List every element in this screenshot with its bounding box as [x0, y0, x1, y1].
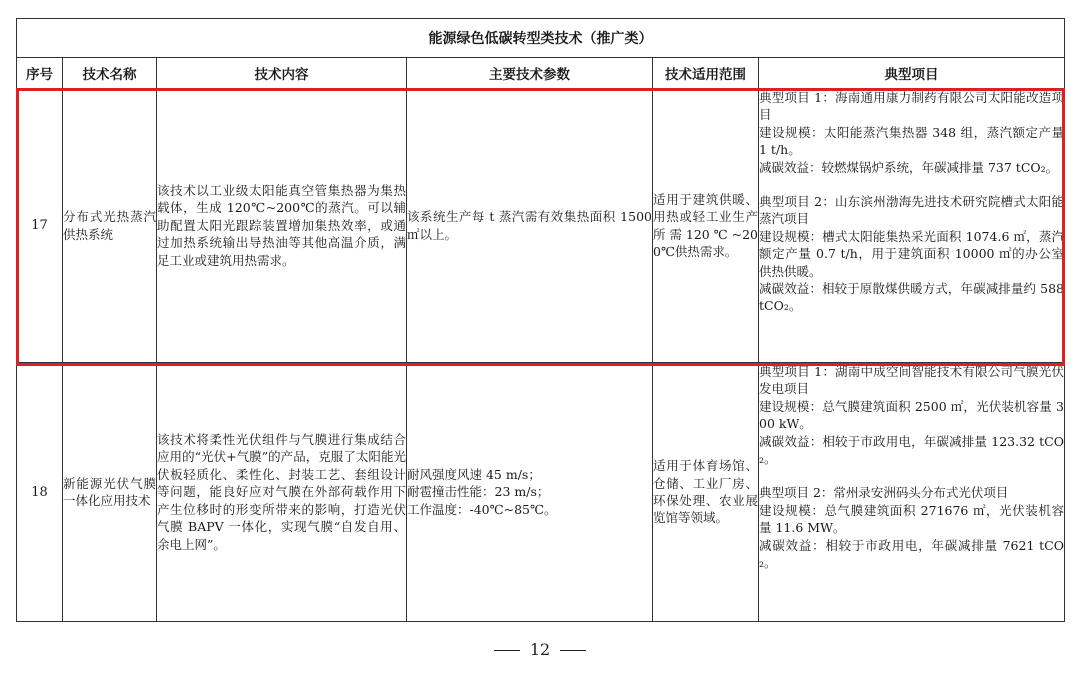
typical-projects	[759, 363, 1065, 622]
row-number: 18	[17, 363, 63, 622]
param-line: 耐雹撞击性能：23 m/s；	[407, 484, 550, 500]
project-title: 典型项目 2：山东滨州渤海先进技术研究院槽式太阳能蒸汽项目	[759, 194, 1064, 227]
param-line: 耐风强度风速 45 m/s；	[407, 466, 541, 482]
header-projects: 典型项目	[759, 58, 1065, 89]
project-benefit: 减碳效益：相较于市政用电，年碳减排量 123.32 tCO₂。	[759, 433, 1064, 467]
header-scope: 技术适用范围	[653, 58, 759, 89]
page-number: 12	[529, 640, 551, 659]
header-content: 技术内容	[157, 58, 407, 89]
project-title: 典型项目 2：常州录安洲码头分布式光伏项目	[759, 485, 1009, 501]
project-scale: 建设规模：槽式太阳能集热采光面积 1074.6 ㎡，蒸汽额定产量 0.7 t/h，用于建筑面积 10000 ㎡的办公室供热供暖。	[759, 228, 1064, 279]
project-benefit: 减碳效益：较燃煤锅炉系统，年碳减排量 737 tCO₂。	[759, 159, 1059, 175]
technology-scope: 适用于体育场馆、仓储、工业厂房、环保处理、农业展览馆等领域。	[653, 363, 759, 622]
technology-table-page	[16, 18, 1064, 622]
header-name: 技术名称	[63, 58, 157, 89]
project-benefit: 减碳效益：相较于原散煤供暖方式，年碳减排量约 588 tCO₂。	[759, 281, 1064, 314]
project-scale: 建设规模：太阳能蒸汽集热器 348 组，蒸汽额定产量 1 t/h。	[759, 124, 1064, 158]
technology-scope: 适用于建筑供暖、用热或轻工业生产所需120℃~200℃供热需求。	[653, 89, 759, 363]
param-line: 工作温度：-40℃~85℃。	[407, 501, 557, 517]
technology-table	[16, 18, 1065, 622]
typical-projects	[759, 89, 1065, 363]
technology-params: 该系统生产每 t 蒸汽需有效集热面积 1500 ㎡以上。	[407, 89, 653, 363]
table-row	[17, 89, 1065, 363]
technology-params	[407, 363, 653, 622]
technology-content: 该技术以工业级太阳能真空管集热器为集热载体，生成 120℃~200℃的蒸汽。可以辅助配置太阳光跟踪装置增加集热效率，或通过加热系统输出导热油等其他高温介质，满足工业或建筑用热需求。	[157, 89, 407, 363]
project-title: 典型项目 1：湖南中成空间智能技术有限公司气膜光伏发电项目	[759, 364, 1064, 397]
technology-name: 分布式光热蒸汽供热系统	[63, 89, 157, 363]
table-header-row	[17, 58, 1065, 89]
project-scale: 建设规模：总气膜建筑面积 271676 ㎡，光伏装机容量 11.6 MW。	[759, 502, 1064, 536]
header-no: 序号	[17, 58, 63, 89]
project-spacer	[759, 467, 1064, 484]
row-number: 17	[17, 89, 63, 363]
footer-dash-right	[560, 650, 586, 651]
project-spacer	[759, 176, 1064, 193]
header-params: 主要技术参数	[407, 58, 653, 89]
technology-name: 新能源光伏气膜一体化应用技术	[63, 363, 157, 622]
table-caption: 能源绿色低碳转型类技术（推广类）	[17, 19, 1065, 58]
project-benefit: 减碳效益：相较于市政用电，年碳减排量 7621 tCO₂。	[759, 537, 1064, 571]
footer-dash-left	[494, 650, 520, 651]
table-row	[17, 363, 1065, 622]
project-title: 典型项目 1：海南通用康力制药有限公司太阳能改造项目	[759, 90, 1064, 123]
project-scale: 建设规模：总气膜建筑面积 2500 ㎡，光伏装机容量 300 kW。	[759, 398, 1064, 432]
page-footer	[0, 640, 1080, 659]
technology-content: 该技术将柔性光伏组件与气膜进行集成结合应用的“光伏+气膜”的产品，克服了太阳能光伏板轻质化、柔性化、封装工艺、套组设计等问题，能良好应对气膜在外部荷载作用下产生位移时的形变所带来的影响，打造光伏气膜 BAPV 一体化，实现气膜“自发自用、余电上网”。	[157, 363, 407, 622]
